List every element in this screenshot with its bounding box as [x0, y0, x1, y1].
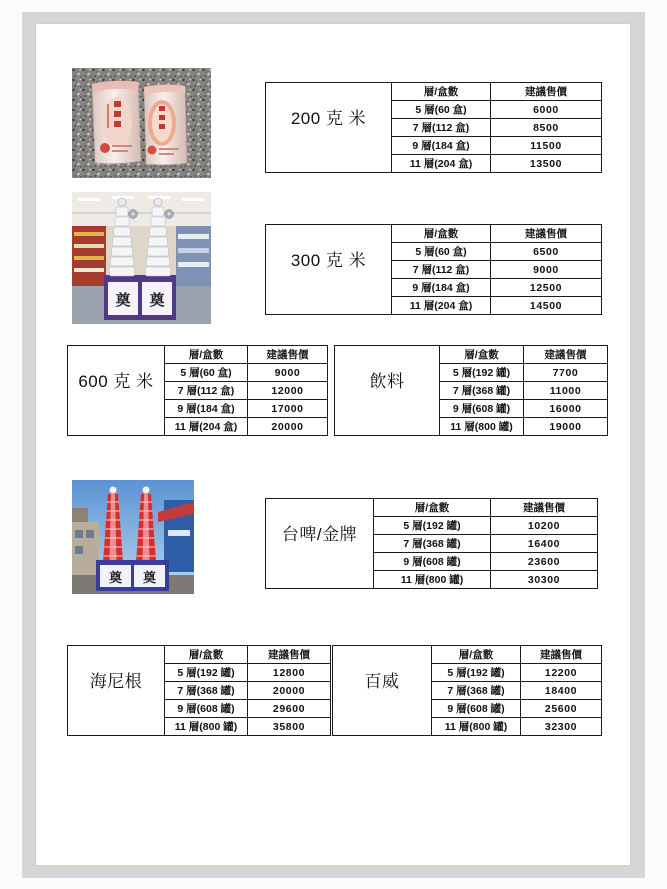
altar-box-character: 奠 — [149, 291, 165, 309]
price-cell: 17000 — [248, 400, 328, 418]
tier-cell: 7 層(112 盒) — [392, 261, 491, 279]
tier-cell: 5 層(60 盒) — [392, 243, 491, 261]
tier-cell: 11 層(204 盒) — [392, 155, 491, 173]
tier-cell: 9 層(184 盒) — [392, 279, 491, 297]
indoor-tower-photo — [72, 192, 211, 324]
price-cell: 9000 — [248, 364, 328, 382]
tier-cell: 11 層(204 盒) — [165, 418, 248, 436]
price-cell: 29600 — [248, 700, 331, 718]
altar-pedestal — [96, 560, 169, 591]
product-label: 600 克 米 — [68, 346, 165, 436]
price-header: 建議售價 — [491, 225, 602, 243]
tier-cell: 7 層(368 罐) — [374, 535, 491, 553]
tier-cell: 9 層(608 罐) — [374, 553, 491, 571]
tier-header: 層/盒數 — [165, 646, 248, 664]
tier-cell: 5 層(192 罐) — [165, 664, 248, 682]
price-cell: 32300 — [521, 718, 602, 736]
price-cell: 20000 — [248, 682, 331, 700]
product-label: 飲料 — [335, 346, 440, 436]
price-cell: 25600 — [521, 700, 602, 718]
tier-cell: 7 層(368 罐) — [432, 682, 521, 700]
price-cell: 19000 — [524, 418, 608, 436]
price-cell: 9000 — [491, 261, 602, 279]
price-header: 建議售價 — [521, 646, 602, 664]
price-header: 建議售價 — [491, 499, 598, 517]
product-label: 300 克 米 — [266, 225, 392, 315]
tier-header: 層/盒數 — [165, 346, 248, 364]
tier-cell: 11 層(800 罐) — [165, 718, 248, 736]
product-label: 百威 — [333, 646, 432, 736]
price-table-rice-300g — [265, 224, 602, 315]
price-table-taiwan-beer — [265, 498, 598, 589]
tier-cell: 11 層(800 罐) — [374, 571, 491, 589]
tier-cell: 5 層(60 盒) — [165, 364, 248, 382]
product-label: 台啤/金牌 — [266, 499, 374, 589]
price-cell: 18400 — [521, 682, 602, 700]
tier-cell: 5 層(192 罐) — [440, 364, 524, 382]
price-cell: 35800 — [248, 718, 331, 736]
tier-cell: 9 層(184 盒) — [392, 137, 491, 155]
price-cell: 7700 — [524, 364, 608, 382]
price-cell: 6000 — [491, 101, 602, 119]
outdoor-tower-photo — [72, 480, 194, 594]
price-cell: 10200 — [491, 517, 598, 535]
price-cell: 11500 — [491, 137, 602, 155]
altar-box-character: 奠 — [142, 571, 157, 586]
price-header: 建議售價 — [491, 83, 602, 101]
tier-cell: 5 層(60 盒) — [392, 101, 491, 119]
product-label: 200 克 米 — [266, 83, 392, 173]
tier-cell: 5 層(192 罐) — [432, 664, 521, 682]
price-cell: 16000 — [524, 400, 608, 418]
tier-cell: 11 層(204 盒) — [392, 297, 491, 315]
price-header: 建議售價 — [248, 646, 331, 664]
tier-cell: 11 層(800 罐) — [440, 418, 524, 436]
price-cell: 14500 — [491, 297, 602, 315]
tier-cell: 9 層(608 罐) — [165, 700, 248, 718]
tier-header: 層/盒數 — [440, 346, 524, 364]
tier-cell: 9 層(184 盒) — [165, 400, 248, 418]
price-table-budweiser — [332, 645, 602, 736]
tier-cell: 9 層(608 罐) — [432, 700, 521, 718]
price-cell: 12200 — [521, 664, 602, 682]
rice-bag-right — [144, 85, 187, 165]
tier-header: 層/盒數 — [374, 499, 491, 517]
altar-pedestal — [104, 275, 176, 320]
price-table-rice-200g — [265, 82, 602, 173]
price-cell: 12000 — [248, 382, 328, 400]
rice-bag-left — [92, 81, 141, 164]
altar-box-character: 奠 — [108, 571, 123, 586]
price-cell: 13500 — [491, 155, 602, 173]
price-cell: 16400 — [491, 535, 598, 553]
price-cell: 12500 — [491, 279, 602, 297]
price-cell: 23600 — [491, 553, 598, 571]
tier-cell: 7 層(112 盒) — [165, 382, 248, 400]
tier-cell: 5 層(192 罐) — [374, 517, 491, 535]
price-header: 建議售價 — [248, 346, 328, 364]
price-cell: 12800 — [248, 664, 331, 682]
tier-cell: 9 層(608 罐) — [440, 400, 524, 418]
tier-header: 層/盒數 — [392, 225, 491, 243]
tier-header: 層/盒數 — [432, 646, 521, 664]
price-table-heineken — [67, 645, 331, 736]
rice-bags-photo — [72, 68, 211, 178]
tier-cell: 7 層(368 罐) — [440, 382, 524, 400]
price-header: 建議售價 — [524, 346, 608, 364]
price-cell: 11000 — [524, 382, 608, 400]
price-cell: 8500 — [491, 119, 602, 137]
price-cell: 30300 — [491, 571, 598, 589]
price-cell: 20000 — [248, 418, 328, 436]
price-table-drinks — [334, 345, 608, 436]
price-table-rice-600g — [67, 345, 328, 436]
tier-cell: 7 層(112 盒) — [392, 119, 491, 137]
tier-header: 層/盒數 — [392, 83, 491, 101]
altar-box-character: 奠 — [115, 291, 131, 309]
tier-cell: 7 層(368 罐) — [165, 682, 248, 700]
price-cell: 6500 — [491, 243, 602, 261]
tier-cell: 11 層(800 罐) — [432, 718, 521, 736]
product-label: 海尼根 — [68, 646, 165, 736]
